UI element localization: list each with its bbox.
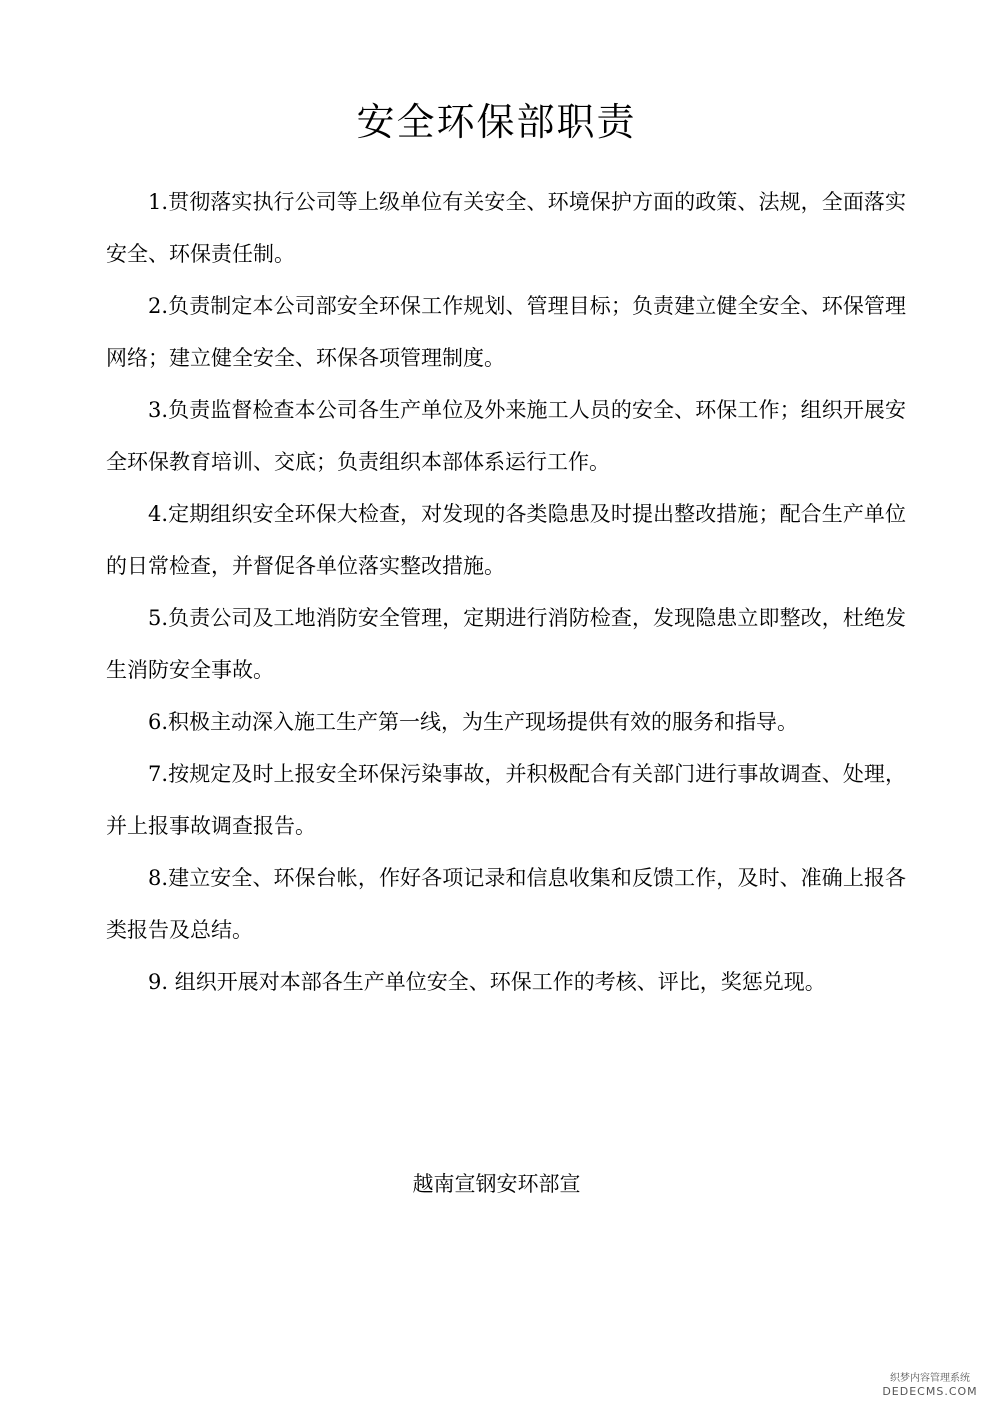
duty-item-5: 5.负责公司及工地消防安全管理，定期进行消防检查，发现隐患立即整改，杜绝发生消防安全事故。 (106, 606, 906, 682)
duty-item-1: 1.贯彻落实执行公司等上级单位有关安全、环境保护方面的政策、法规，全面落实安全、环保责任制。 (106, 190, 906, 266)
duty-item-8: 8.建立安全、环保台帐，作好各项记录和信息收集和反馈工作，及时、准确上报各类报告及总结。 (106, 866, 906, 942)
watermark-line1: 织梦内容管理系统 (890, 1373, 970, 1384)
duty-item-4: 4.定期组织安全环保大检查，对发现的各类隐患及时提出整改措施；配合生产单位的日常检查，并督促各单位落实整改措施。 (106, 502, 906, 578)
duty-item-7: 7.按规定及时上报安全环保污染事故，并积极配合有关部门进行事故调查、处理，并上报事故调查报告。 (106, 762, 906, 838)
page-title: 安全环保部职责 (356, 100, 637, 144)
duty-item-9: 9. 组织开展对本部各生产单位安全、环保工作的考核、评比，奖惩兑现。 (148, 970, 826, 994)
watermark-line2: DEDECMS.COM (882, 1385, 978, 1398)
issuer-signature: 越南宣钢安环部宣 (412, 1172, 581, 1196)
duty-item-3: 3.负责监督检查本公司各生产单位及外来施工人员的安全、环保工作；组织开展安全环保教育培训、交底；负责组织本部体系运行工作。 (106, 398, 906, 474)
duty-item-6: 6.积极主动深入施工生产第一线，为生产现场提供有效的服务和指导。 (148, 710, 799, 734)
watermark (875, 1372, 985, 1398)
document-body (106, 176, 906, 1008)
duty-item-2: 2.负责制定本公司部安全环保工作规划、管理目标；负责建立健全安全、环保管理网络；建立健全安全、环保各项管理制度。 (106, 294, 906, 370)
